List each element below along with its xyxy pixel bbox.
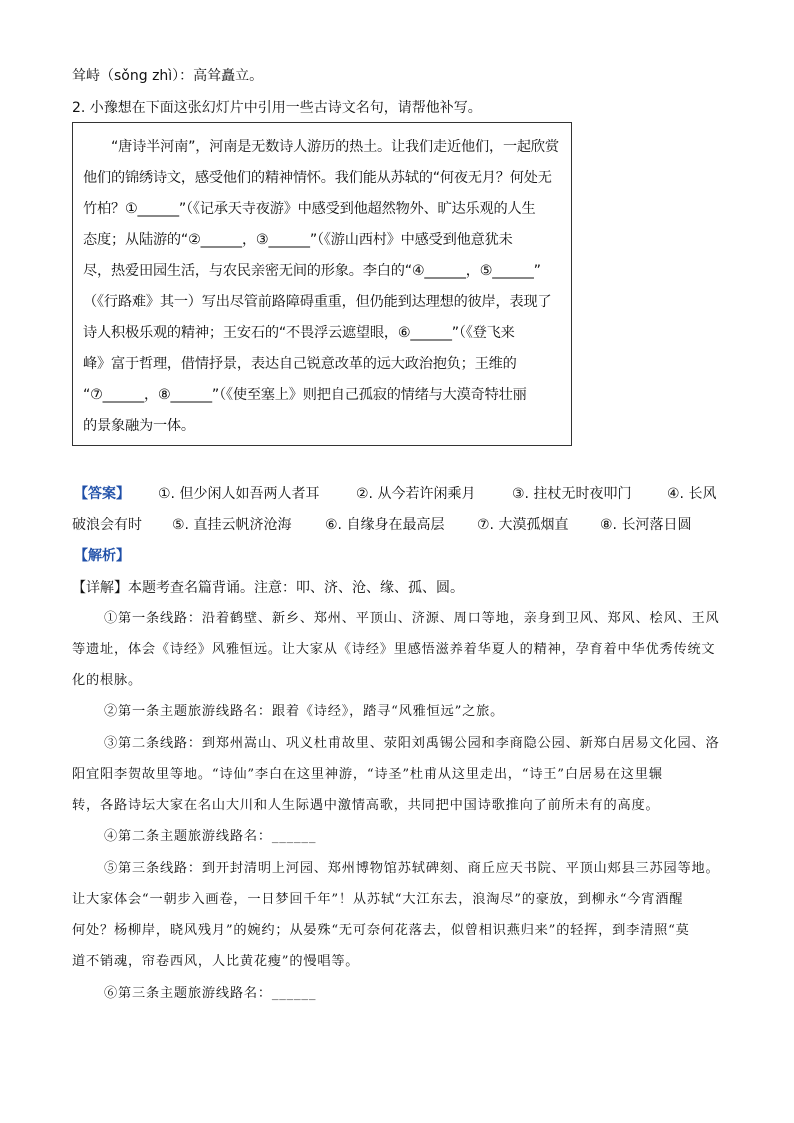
answer-item: ④. 长风 — [667, 486, 717, 502]
analysis-label: 【解析】 — [74, 548, 130, 564]
passage-line: 竹柏？①______”（《记承天寺夜游》中感受到他超然物外、旷达乐观的人生 — [83, 201, 536, 217]
passage-line: 的景象融为一体。 — [83, 418, 195, 434]
passage-line: 峰》富于哲理，借情抒景，表达自己锐意改革的远大政治抱负；王维的 — [83, 356, 517, 372]
intro-note: 耸峙（sǒng zhì）：高耸矗立。 — [72, 68, 264, 84]
passage-line: 尽，热爱田园生活，与农民亲密无间的形象。李白的“④______，⑤______” — [83, 263, 541, 279]
answer-item: ⑥. 自缘身在最高层 — [325, 517, 445, 533]
route-line: ⑥第三条主题旅游线路名：______ — [104, 986, 317, 1001]
answer-item: 破浪会有时 — [72, 517, 142, 533]
route-line: ②第一条主题旅游线路名：跟着《诗经》，踏寻“风雅恒远”之旅。 — [104, 704, 505, 719]
passage-line: （《行路难》其一）写出尽管前路障碍重重，但仍能到达理想的彼岸，表现了 — [83, 294, 552, 310]
answer-item: ⑦. 大漠孤烟直 — [477, 517, 569, 533]
route-line: ③第二条线路：到郑州嵩山、巩义杜甫故里、荥阳刘禹锡公园和李商隐公园、新郑白居易文化园、洛 — [104, 736, 720, 751]
detail-text: 【详解】本题考查名篇背诵。注意：叩、济、沧、缘、孤、圆。 — [72, 580, 464, 596]
answer-item: ⑤. 直挂云帆济沧海 — [172, 517, 292, 533]
answer-item: ②. 从今若许闲乘月 — [356, 486, 476, 502]
route-line: 何处？杨柳岸，晓风残月”的婉约；从晏殊“无可奈何花落去，似曾相识燕归来”的轻挥，到李清照“莫 — [72, 923, 690, 938]
route-line: 转，各路诗坛大家在名山大川和人生际遇中激情高歌，共同把中国诗歌推向了前所未有的高度。 — [72, 798, 660, 813]
route-line: ①第一条线路：沿着鹤壁、新乡、郑州、平顶山、济源、周口等地，亲身到卫风、郑风、桧风、王风 — [104, 611, 720, 626]
answer-item: ①. 但少闲人如吾两人者耳 — [158, 486, 320, 502]
question-title: 2. 小豫想在下面这张幻灯片中引用一些古诗文名句，请帮他补写。 — [72, 100, 482, 116]
passage-line: “⑦______，⑧______”（《使至塞上》则把自己孤寂的情绪与大漠奇特壮丽 — [83, 387, 527, 403]
passage-line: 他们的锦绣诗文，感受他们的精神情怀。我们能从苏轼的“何夜无月？何处无 — [83, 170, 552, 186]
passage-line: 诗人积极乐观的精神；王安石的“不畏浮云遮望眼，⑥______”（《登飞来 — [83, 325, 515, 341]
route-line: 让大家体会“一朝步入画卷，一日梦回千年”！从苏轼“大江东去，浪淘尽”的豪放，到柳永“今宵酒醒 — [72, 892, 684, 907]
route-line: 道不销魂，帘卷西风，人比黄花瘦”的慢唱等。 — [72, 954, 360, 969]
route-line: 化的根脉。 — [72, 673, 142, 688]
route-line: ⑤第三条线路：到开封清明上河园、郑州博物馆苏轼碑刻、商丘应天书院、平顶山郏县三苏园等地。 — [104, 861, 720, 876]
slide-passage-box — [72, 122, 572, 446]
passage-line: “唐诗半河南”，河南是无数诗人游历的热土。让我们走近他们，一起欣赏 — [83, 139, 559, 155]
passage-line: 态度；从陆游的“②______，③______”（《游山西村》中感受到他意犹未 — [83, 232, 513, 248]
answer-item: ③. 拄杖无时夜叩门 — [512, 486, 632, 502]
route-line: 等遗址，体会《诗经》风雅恒远。让大家从《诗经》里感悟滋养着华夏人的精神，孕育着中华优秀传统文 — [72, 642, 716, 657]
route-line: 阳宜阳李贺故里等地。“诗仙”李白在这里神游，“诗圣”杜甫从这里走出，“诗王”白居易在这里辗 — [72, 767, 663, 782]
answer-item: ⑧. 长河落日圆 — [600, 517, 692, 533]
route-line: ④第二条主题旅游线路名：______ — [104, 829, 317, 844]
answer-label: 【答案】 — [74, 486, 130, 502]
